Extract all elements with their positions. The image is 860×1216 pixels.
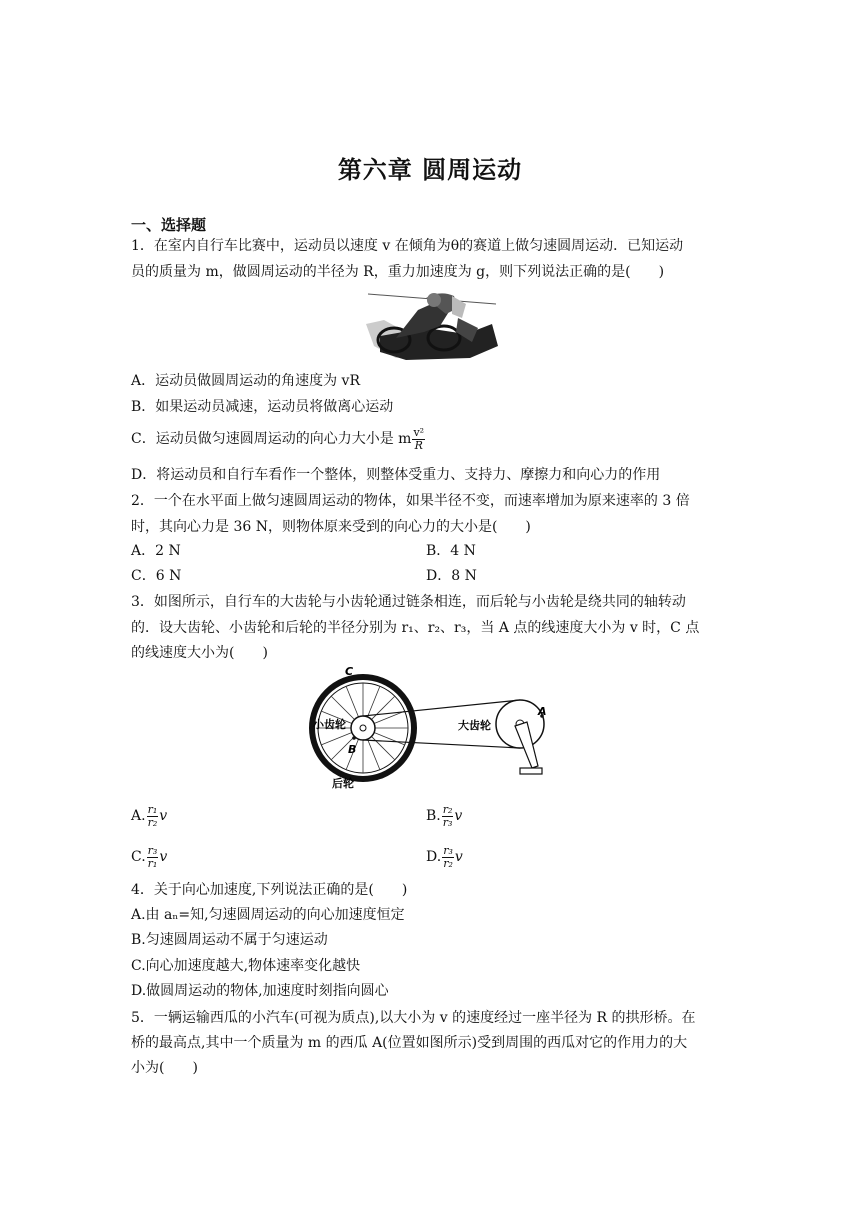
fraction-numerator: r₃ xyxy=(147,843,158,857)
chain-top xyxy=(363,700,520,716)
q1-option-d: D．将运动员和自行车看作一个整体，则整体受重力、支持力、摩擦力和向心力的作用 xyxy=(131,467,661,483)
option-variable: v xyxy=(454,808,463,824)
q2-option-d: D．8 N xyxy=(426,568,477,584)
label-c: C xyxy=(345,665,354,678)
option-fraction xyxy=(442,804,454,829)
q1-line1: 1．在室内自行车比赛中，运动员以速度 v 在倾角为θ的赛道上做匀速圆周运动．已知运动 xyxy=(131,238,684,254)
label-a: A xyxy=(538,705,547,718)
fraction-denominator: r₂ xyxy=(147,815,158,829)
option-label: D. xyxy=(426,849,442,865)
q3-option-d xyxy=(426,840,463,874)
q2-option-c: C．6 N xyxy=(131,568,182,584)
option-variable: v xyxy=(159,808,168,824)
axle xyxy=(360,725,366,731)
q4-line1: 4．关于向心加速度,下列说法正确的是( ) xyxy=(131,882,408,898)
q3-option-c xyxy=(131,840,167,874)
q1-option-b: B．如果运动员减速，运动员将做离心运动 xyxy=(131,399,394,415)
point-b-dot xyxy=(352,736,356,740)
option-fraction xyxy=(147,845,159,870)
q4-option-a: A.由 aₙ=知,匀速圆周运动的向心加速度恒定 xyxy=(131,907,405,923)
fraction-denominator: R xyxy=(414,438,423,452)
q4-option-b: B.匀速圆周运动不属于匀速运动 xyxy=(131,932,328,948)
option-label: A. xyxy=(131,808,146,824)
fraction-numerator: r₃ xyxy=(443,843,453,857)
chain-bottom xyxy=(363,740,520,748)
q4-option-d: D.做圆周运动的物体,加速度时刻指向圆心 xyxy=(131,983,389,999)
q5-line1: 5．一辆运输西瓜的小汽车(可视为质点),以大小为 v 的速度经过一座半径为 R 的拱形桥。在 xyxy=(131,1010,696,1026)
option-label: B. xyxy=(426,808,441,824)
q3-line1: 3．如图所示，自行车的大齿轮与小齿轮通过链条相连，而后轮与小齿轮是绕共同的轴转动 xyxy=(131,594,686,610)
q2-option-b: B．4 N xyxy=(426,543,476,559)
fraction-denominator: r₃ xyxy=(442,815,453,829)
fraction-denominator: r₂ xyxy=(443,856,453,870)
fraction-denominator: r₁ xyxy=(147,856,158,870)
fraction-numerator: r₂ xyxy=(442,802,453,816)
q3-line3: 的线速度大小为( ) xyxy=(131,645,268,661)
q4-option-c: C.向心加速度越大,物体速率变化越快 xyxy=(131,958,361,974)
q2-option-a: A．2 N xyxy=(131,543,181,559)
q3-line2: 的．设大齿轮、小齿轮和后轮的半径分别为 r₁、r₂、r₃，当 A 点的线速度大小为 v 时，C 点 xyxy=(131,620,700,636)
q5-line3: 小为( ) xyxy=(131,1060,198,1076)
fraction-numerator: r₁ xyxy=(147,802,158,816)
label-b: B xyxy=(348,743,357,756)
q1-line2: 员的质量为 m，做圆周运动的半径为 R，重力加速度为 g，则下列说法正确的是( ) xyxy=(131,264,665,280)
option-label: C. xyxy=(131,849,146,865)
label-rear-wheel: 后轮 xyxy=(332,777,354,790)
section-heading: 一、选择题 xyxy=(131,216,207,234)
q3-option-a xyxy=(131,799,167,833)
label-big-gear: 大齿轮 xyxy=(458,719,491,732)
option-fraction xyxy=(147,804,159,829)
q3-option-b xyxy=(426,799,462,833)
q1-option-a: A．运动员做圆周运动的角速度为 vR xyxy=(131,373,361,389)
gear-diagram xyxy=(308,662,560,792)
option-variable: v xyxy=(454,849,463,865)
q1-option-c-text: C．运动员做匀速圆周运动的向心力大小是 m xyxy=(131,431,412,447)
cyclist-image xyxy=(366,288,502,364)
q5-line2: 桥的最高点,其中一个质量为 m 的西瓜 A(位置如图所示)受到周围的西瓜对它的作用力的大 xyxy=(131,1035,688,1051)
page-title: 第六章 圆周运动 xyxy=(337,156,523,184)
q2-line2: 时，其向心力是 36 N，则物体原来受到的向心力的大小是( ) xyxy=(131,519,531,535)
option-fraction xyxy=(442,845,454,870)
q2-line1: 2．一个在水平面上做匀速圆周运动的物体，如果半径不变，而速率增加为原来速率的 3 倍 xyxy=(131,493,690,509)
fraction-numerator: v² xyxy=(413,425,425,439)
q1-option-c xyxy=(131,424,426,454)
q1-option-c-fraction xyxy=(412,427,425,452)
label-small-gear: 小齿轮 xyxy=(313,718,346,731)
option-variable: v xyxy=(159,849,168,865)
